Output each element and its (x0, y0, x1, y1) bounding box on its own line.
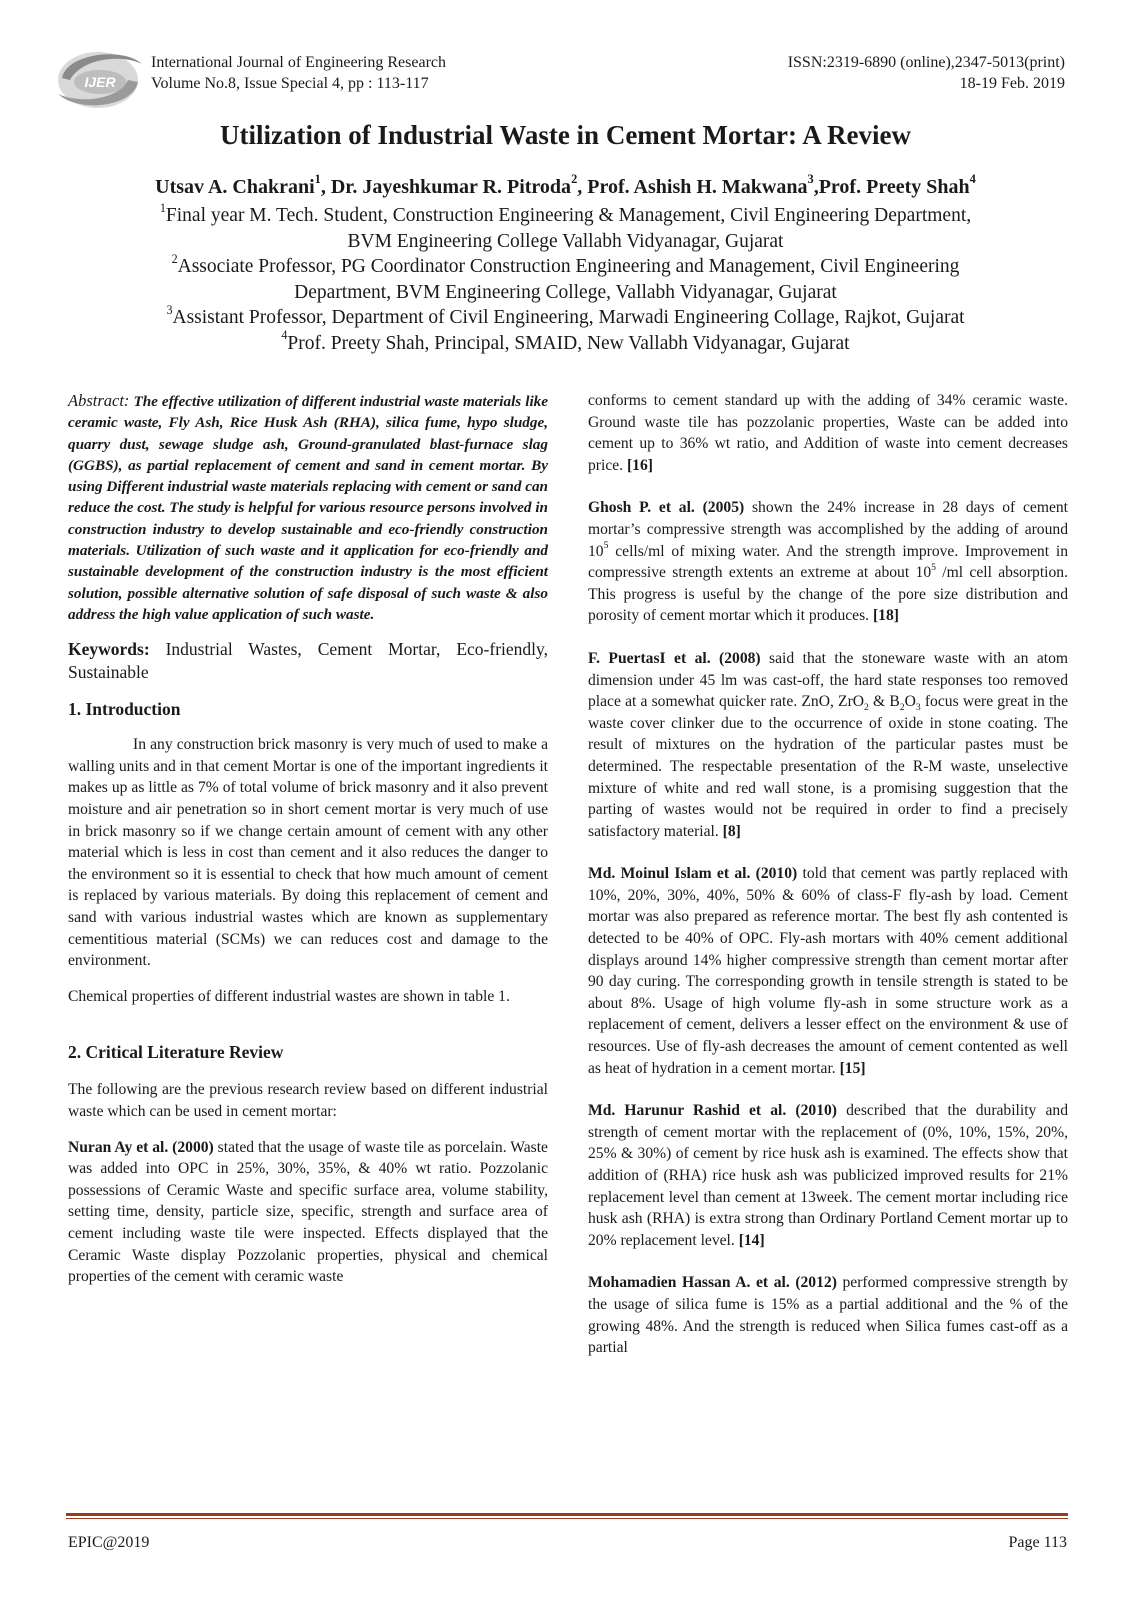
section-heading-literature-review: 2. Critical Literature Review (68, 1042, 284, 1063)
author-list: Utsav A. Chakrani$^1$, Dr. Jayeshkumar R. Pitroda$^2$, Prof. Ashish H. Makwana$^3$,Prof. Preety Shah$^4$ (155, 172, 976, 198)
author-mark: 3 (807, 172, 814, 187)
journal-info (151, 52, 446, 94)
journal-logo (52, 40, 148, 114)
review-ghosh: Ghosh P. et al. (2005) shown the 24% increase in 28 days of cement mortar’s compressive strength was accomplished by the adding of around $10^5$ cells/ml of mixing water. And the strength improve. Improvement in compressive strength extents an extreme at about $10^5$ /ml cell absorption. This progress is useful by the change of the pore size distribution and porosity of cement mortar which it produces. [18] (588, 499, 1068, 625)
journal-volume: Volume No.8, Issue Special 4, pp : 113-117 (151, 75, 429, 92)
affiliation-cont: Department, BVM Engineering College, Vallabh Vidyanagar, Gujarat (294, 281, 837, 303)
author-mark: 2 (571, 172, 578, 187)
footer-divider-thin (66, 1518, 1068, 1519)
review-rashid: Md. Harunur Rashid et al. (2010) described that the durability and strength of cement mortar with the replacement of (0%, 10%, 15%, 20%, 25% & 30%) of cement by rice husk ash is examined. The effects show that addition of (RHA) rice husk ash was publicized improved results for 21% replacement level than cement at 13week. The cement mortar including rice husk ash (RHA) is extra strong than Ordinary Portland Cement mortar up to 20% replacement level. [14] (588, 1102, 1068, 1249)
keywords-label: Keywords: (68, 639, 150, 660)
logo-text: IJER (84, 74, 116, 90)
affiliation-list (60, 200, 1071, 356)
footer-conference: EPIC@2019 (68, 1534, 150, 1551)
paper-title: Utilization of Industrial Waste in Cement Mortar: A Review (220, 120, 911, 150)
citation: [14] (738, 1231, 765, 1249)
footer-divider (66, 1513, 1068, 1516)
review-nuran-ay: Nuran Ay et al. (2000) stated that the usage of waste tile as porcelain. Waste was added into OPC in 25%, 30%, 35%, & 40% wt ratio. Pozzolanic possessions of Ceramic Waste and specific surface area, volume stability, setting time, density, particle size, specific, strength and surface area of cement including waste tile were inspected. Effects displayed that the Ceramic Waste display Pozzolanic properties, physical and chemical properties of the cement with ceramic waste (68, 1138, 548, 1286)
issn: ISSN:2319-6890 (online),2347-5013(print) (787, 54, 1065, 71)
citation: [18] (872, 607, 899, 625)
citation: [15] (839, 1059, 866, 1077)
author-mark: 4 (969, 172, 976, 187)
conference-date: 18-19 Feb. 2019 (959, 75, 1065, 92)
affiliation-cont: BVM Engineering College Vallabh Vidyanagar, Gujarat (347, 230, 784, 252)
issn-info (788, 52, 1065, 94)
author-name: Utsav A. Chakrani (155, 176, 315, 198)
table-reference-paragraph: Chemical properties of different industrial wastes are shown in table 1. (68, 987, 510, 1005)
literature-intro-paragraph: The following are the previous research review based on different industrial waste which can be used in cement mortar: (68, 1081, 548, 1120)
page-number: Page 113 (1008, 1534, 1067, 1551)
review-hassan: Mohamadien Hassan A. et al. (2012) performed compressive strength by the usage of silica fume is 15% as a partial additional and the % of the growing 48%. And the strength is reduced when Silica fumes cast-off as a partial (588, 1274, 1068, 1357)
section-heading-introduction: 1. Introduction (68, 699, 181, 720)
affiliation: $^4$Prof. Preety Shah, Principal, SMAID, New Vallabh Vidyanagar, Gujarat (281, 328, 850, 354)
journal-name: International Journal of Engineering Research (151, 54, 446, 71)
author-name: Prof. Preety Shah (818, 176, 970, 198)
affiliation: $^1$Final year M. Tech. Student, Construction Engineering & Management, Civil Engineering Department, (159, 200, 972, 226)
keywords-text: Industrial Wastes, Cement Mortar, Eco-friendly, Sustainable (68, 639, 549, 683)
citation: [8] (722, 822, 741, 840)
abstract (68, 390, 548, 625)
review-puertas: F. PuertasI et al. (2008) said that the stoneware waste with an atom dimension under 45 lm was cast-off, the hard state responses too removed place at a somewhat quicker rate. ZnO, ZrO$_2$ & $B_2O_3$ focus were great in the waste cover clinker due to the occurrence of oxide in stone coating. The result of mixtures on the hydration of the particular pastes must be determined. The respectable presentation of the R-M waste, unselective mixture of white and red wall stone, is a promising suggestion that the parting of wastes would not be required in order to find a precisely satisfactory material. [8] (588, 649, 1068, 840)
author-mark: 1 (314, 172, 321, 187)
citation: [16] (626, 456, 653, 474)
keywords (68, 638, 548, 684)
introduction-paragraph: In any construction brick masonry is very much of used to make a walling units and in that cement Mortar is one of the important ingredients it makes up as little as 7% of total volume of brick masonry and it also prevent moisture and air penetration so in short cement mortar is very much of use in brick masonry so if we change certain amount of cement with any other material which is less in cost than cement and it also reduces the danger to the environment so it is essential to check that how much amount of cement is replaced by various materials. By doing this replacement of cement and sand with various industrial wastes which are known as supplementary cementitious material (SCMs) we can reduces cost and damage to the environment. (68, 736, 548, 970)
review-nuran-ay-continued: conforms to cement standard up with the adding of 34% ceramic waste. Ground waste tile has pozzolanic properties, Waste can be added into cement up to 36% wt ratio, and Addition of waste into cement decreases price. [16] (588, 392, 1068, 474)
affiliation: $^2$Associate Professor, PG Coordinator Construction Engineering and Management, Civil Engineering (171, 251, 960, 277)
left-column (68, 390, 548, 1288)
right-column (588, 390, 1068, 1359)
abstract-text: The effective utilization of different industrial waste materials like ceramic waste, Fly Ash, Rice Husk Ash (RHA), silica fume, hypo sludge, quarry dust, sewage sludge ash, Ground-granulated blast-furnace slag (GGBS), as partial replacement of cement and sand in cement mortar. By using Different industrial waste materials replacing with cement or sand can reduce the cost. The study is helpful for various resource persons involved in construction industry to develop sustainable and eco-friendly construction materials. Utilization of such waste and it application for eco-friendly and sustainable development of the construction industry is the most efficient solution, possible alternative solution of safe disposal of such waste & also address the high value application of such waste. (68, 393, 548, 623)
affiliation: $^3$Assistant Professor, Department of Civil Engineering, Marwadi Engineering Collage, Rajkot, Gujarat (166, 302, 965, 328)
abstract-label: Abstract: (68, 391, 130, 410)
author-name: Prof. Ashish H. Makwana (587, 176, 808, 198)
review-islam: Md. Moinul Islam et al. (2010) told that cement was partly replaced with 10%, 20%, 30%, 40%, 50% & 60% of class-F fly-ash by load. Cement mortar was also prepared as reference mortar. The best fly ash contented is detected to be 40% of OPC. Fly-ash mortars with 40% cement additional displays around 14% higher compressive strength than cement mortar after 90 day curing. The corresponding growth in tensile strength is stated to be about 8%. Usage of high volume fly-ash in some structure work as a replacement of cement, delivers a lesser effect on the environment & use of resources. Use of fly-ash decreases the amount of cement contented as well as heat of hydration in a cement mortar. [15] (588, 865, 1068, 1077)
author-name: Dr. Jayeshkumar R. Pitroda (330, 176, 572, 198)
